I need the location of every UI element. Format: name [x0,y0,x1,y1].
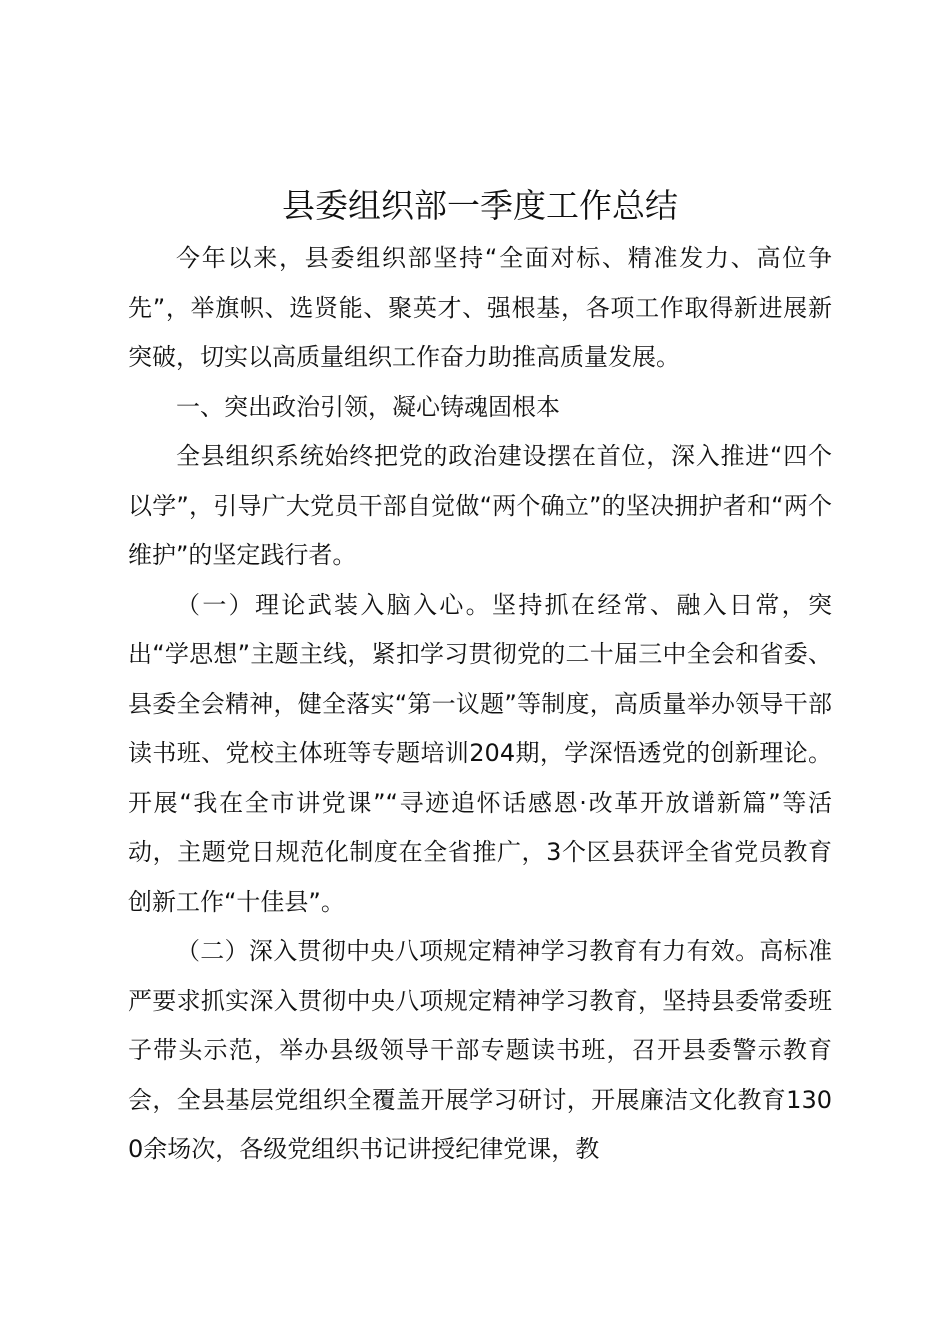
document-page [128,178,832,1175]
intro-paragraph: 今年以来，县委组织部坚持“全面对标、精准发力、高位争先”，举旗帜、选贤能、聚英才、强根基，各项工作取得新进展新突破，切实以高质量组织工作奋力助推高质量发展。 [128,244,832,371]
section-1-paragraph: 全县组织系统始终把党的政治建设摆在首位，深入推进“四个以学”，引导广大党员干部自觉做“两个确立”的坚决拥护者和“两个维护”的坚定践行者。 [128,442,832,569]
document-title: 县委组织部一季度工作总结 [282,186,678,225]
subsection-1-paragraph: （一）理论武装入脑入心。坚持抓在经常、融入日常，突出“学思想”主题主线，紧扣学习贯彻党的二十届三中全会和省委、县委全会精神，健全落实“第一议题”等制度，高质量举办领导干部读书班、党校主体班等专题培训204期，学深悟透党的创新理论。开展“我在全市讲党课”“寻迹追怀话感恩·改革开放谱新篇”等活动，主题党日规范化制度在全省推广，3个区县获评全省党员教育创新工作“十佳县”。 [128,590,832,916]
subsection-2-paragraph: （二）深入贯彻中央八项规定精神学习教育有力有效。高标准严要求抓实深入贯彻中央八项规定精神学习教育，坚持县委常委班子带头示范，举办县级领导干部专题读书班，召开县委警示教育会，全县基层党组织全覆盖开展学习研讨，开展廉洁文化教育1300余场次，各级党组织书记讲授纪律党课，教 [128,937,832,1163]
section-heading-1: 一、突出政治引领，凝心铸魂固根本 [176,392,560,421]
